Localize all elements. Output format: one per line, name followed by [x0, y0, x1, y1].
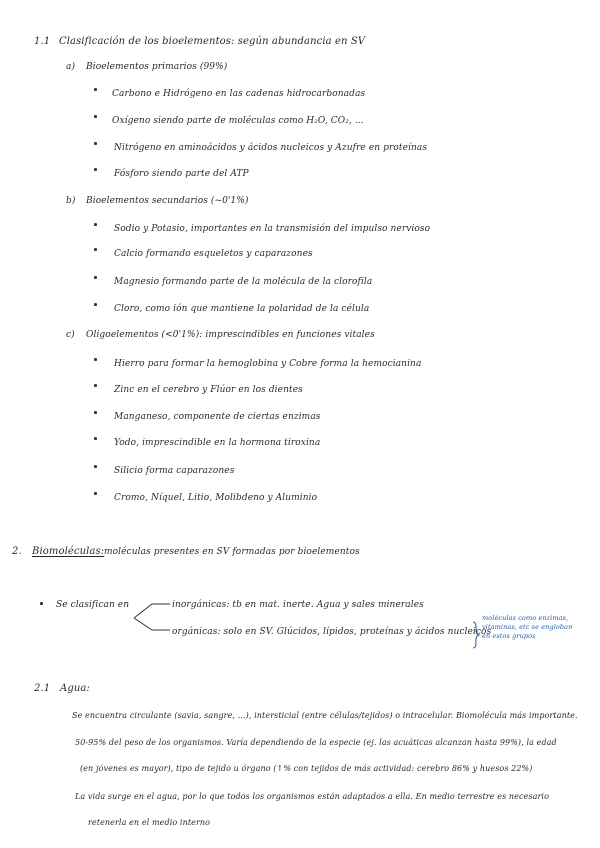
section-title-1-1: Clasificación de los bioelementos: según abundancia en SV: [59, 36, 366, 47]
list-item: Carbono e Hidrógeno en las cadenas hidrocarbonadas: [112, 89, 366, 99]
section-number-1-1: 1.1: [34, 36, 51, 47]
classification-organic: orgánicas: solo en SV. Glúcidos, lípidos, proteínas y ácidos nucleicos: [172, 627, 492, 637]
list-item: Yodo, imprescindible en la hormona tiroxina: [114, 438, 321, 448]
list-item: Sodio y Potasio, importantes en la transmisión del impulso nervioso: [114, 224, 431, 234]
paragraph-line: (en jóvenes es mayor), tipo de tejido u órgano (↑% con tejidos de más actividad: cerebro 86% y huesos 22%): [80, 764, 533, 773]
list-item: Manganeso, componente de ciertas enzimas: [114, 412, 321, 422]
margin-note-line: en estos grupos: [482, 632, 536, 640]
subsection-label-c: c): [66, 330, 75, 340]
paragraph-line: Se encuentra circulante (savia, sangre, ...), intersticial (entre células/tejidos) o intracelular. Biomolécula más importante.: [72, 711, 578, 720]
subsection-title-a: Bioelementos primarios (99%): [86, 62, 228, 72]
list-item: Cromo, Níquel, Litio, Molibdeno y Aluminio: [114, 493, 318, 503]
section-definition-2: moléculas presentes en SV formadas por bioelementos: [104, 547, 360, 557]
paragraph-line: La vida surge en el agua, por lo que todos los organismos están adaptados a ella. En medio terrestre es necesario: [75, 792, 549, 801]
list-item: Hierro para formar la hemoglobina y Cobre forma la hemocianina: [114, 359, 422, 369]
subsection-title-c: Oligoelementos (<0'1%): imprescindibles en funciones vitales: [86, 330, 375, 340]
list-item: Calcio formando esqueletos y caparazones: [114, 249, 313, 259]
classification-inorganic: inorgánicas: tb en mat. inerte. Agua y sales minerales: [172, 600, 424, 610]
section-number-2: 2.: [12, 546, 22, 557]
subsection-label-b: b): [66, 196, 76, 206]
list-item: Oxígeno siendo parte de moléculas como H₂O, CO₂, ...: [112, 116, 364, 126]
list-item: Silicio forma caparazones: [114, 466, 235, 476]
section-title-2-1: Agua:: [60, 683, 90, 694]
list-item: Nitrógeno en aminoácidos y ácidos nucleicos y Azufre en proteínas: [114, 143, 428, 153]
list-item: Fósforo siendo parte del ATP: [114, 169, 249, 179]
classify-lead: Se clasifican en: [56, 600, 130, 610]
list-item: Zinc en el cerebro y Flúor en los dientes: [114, 385, 303, 395]
margin-note-line: moléculas como enzimas,: [482, 614, 569, 622]
list-item: Magnesio formando parte de la molécula de la clorofila: [114, 277, 373, 287]
subsection-title-b: Bioelementos secundarios (~0'1%): [86, 196, 249, 206]
margin-note-line: vitaminas, etc se engloban: [482, 623, 573, 631]
list-item: Cloro, como ión que mantiene la polaridad de la célula: [114, 304, 370, 314]
subsection-label-a: a): [66, 62, 76, 72]
paragraph-line: 50-95% del peso de los organismos. Varía dependiendo de la especie (ej. las acuáticas alcanzan hasta 99%), la edad: [75, 738, 557, 747]
section-title-2: Biomoléculas:: [32, 546, 105, 557]
section-number-2-1: 2.1: [34, 683, 51, 694]
paragraph-line: retenerla en el medio interno: [88, 818, 211, 827]
